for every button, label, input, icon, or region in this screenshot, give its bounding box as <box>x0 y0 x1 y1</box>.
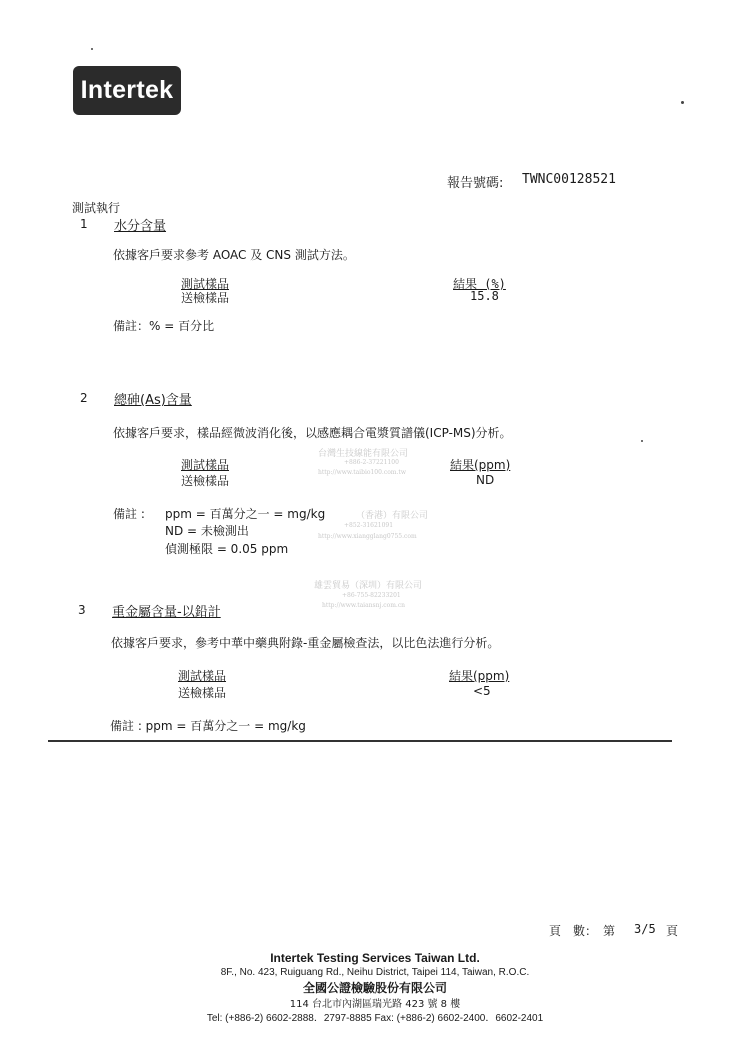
note-line: 偵測極限 = 0.05 ppm <box>165 542 289 556</box>
page-label: 頁 數： 第 <box>549 924 616 938</box>
scan-speck <box>681 101 684 104</box>
col-sample-header: 測試樣品 <box>181 277 230 291</box>
report-number-label: 報告號碼: <box>447 176 504 191</box>
note-label: 備註 : <box>113 507 145 521</box>
intertek-logo: Intertek <box>73 66 181 115</box>
note: 備註 : ppm = 百萬分之一 = mg/kg <box>110 719 306 733</box>
col-result-header: 結果 (%) <box>453 277 506 291</box>
watermark-text: 雄雲貿易（深圳）有限公司 <box>314 581 423 591</box>
col-sample-header: 測試樣品 <box>178 669 227 683</box>
footer-address-en: 8F., No. 423, Ruiguang Rd., Neihu District, Taipei 114, Taiwan, R.O.C. <box>220 967 530 978</box>
col-result-header: 結果(ppm) <box>449 669 510 683</box>
row-sample: 送檢樣品 <box>178 686 227 700</box>
col-result-header: 結果(ppm) <box>450 458 511 472</box>
footer-address-zh: 114 台北市內湖區瑞光路 423 號 8 樓 <box>289 999 461 1010</box>
section-number: 3 <box>78 603 86 617</box>
section-title: 總砷(As)含量 <box>114 393 192 408</box>
scan-speck <box>91 48 93 50</box>
note: 備註：% = 百分比 <box>113 319 215 333</box>
row-sample: 送檢樣品 <box>181 291 230 305</box>
note-line: ppm = 百萬分之一 = mg/kg <box>165 507 326 521</box>
page-number: 3/5 <box>634 922 656 936</box>
section-number: 2 <box>80 391 88 405</box>
footer-company-en: Intertek Testing Services Taiwan Ltd. <box>270 951 480 965</box>
watermark-text: http://www.xiangglang0755.com <box>318 533 417 540</box>
watermark-text: +852-31621091 <box>344 522 394 529</box>
footer-contact: Tel: (+886-2) 6602-2888．2797-8885 Fax: (+886-2) 6602-2400．6602-2401 <box>206 1013 544 1024</box>
row-result: 15.8 <box>470 289 499 303</box>
row-sample: 送檢樣品 <box>181 474 230 488</box>
watermark-text: +886-2-37221100 <box>344 459 399 466</box>
page-suffix: 頁 <box>666 924 679 938</box>
note-line: ND = 未檢測出 <box>165 524 249 538</box>
scan-speck <box>641 440 643 442</box>
col-sample-header: 測試樣品 <box>181 458 230 472</box>
watermark-text: http://www.taiansnj.com.cn <box>322 602 406 609</box>
watermark-text: 台灣生技線能有限公司 <box>318 449 409 459</box>
section-heading: 測試執行 <box>72 201 121 215</box>
watermark-text: +86-755-82233201 <box>342 592 401 599</box>
method-text: 依據客戶要求，樣品經微波消化後，以感應耦合電漿質譜儀(ICP-MS)分析。 <box>113 426 512 440</box>
report-number: TWNC00128521 <box>522 172 616 187</box>
section-number: 1 <box>80 217 88 231</box>
watermark-text: http://www.taibio100.com.tw <box>318 469 406 476</box>
section-divider <box>48 740 672 742</box>
watermark-text: （香港）有限公司 <box>356 511 429 521</box>
method-text: 依據客戶要求，參考中華中藥典附錄-重金屬檢查法，以比色法進行分析。 <box>111 636 500 650</box>
section-title: 水分含量 <box>114 219 167 234</box>
method-text: 依據客戶要求參考 AOAC 及 CNS 測試方法。 <box>113 248 355 262</box>
row-result: <5 <box>473 684 491 698</box>
row-result: ND <box>476 473 495 487</box>
footer-company-zh: 全國公證檢驗股份有限公司 <box>302 981 447 995</box>
section-title: 重金屬含量-以鉛計 <box>112 605 221 620</box>
